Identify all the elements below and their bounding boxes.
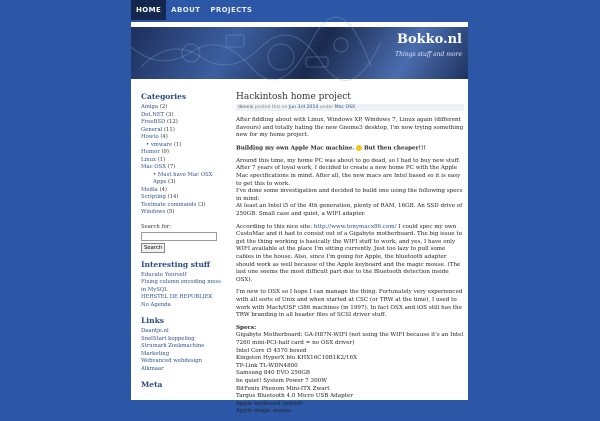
category-item	[141, 127, 223, 135]
category-item	[141, 209, 223, 217]
category-count: (4)	[160, 134, 168, 140]
search-label: Search for:	[141, 223, 171, 230]
category-link-textmate[interactable]: Textmate commands	[141, 201, 197, 208]
smiley-icon	[356, 145, 362, 151]
category-count: (14)	[167, 194, 179, 200]
category-link-howto[interactable]: Howto	[141, 134, 159, 140]
category-item	[141, 119, 223, 127]
spec-item: BitFenix Phenom Mini-ITX Zwart	[236, 385, 330, 392]
post-content	[236, 92, 464, 421]
category-link-general[interactable]: General	[141, 126, 163, 133]
spec-item: Apple magic mouse	[236, 408, 292, 415]
spec-item: Samsung 840 EVO 250GB	[236, 370, 311, 377]
post-paragraph	[236, 158, 464, 219]
spec-item: Kingston HyperX blu KHX16C10B1K2/16X	[236, 355, 358, 362]
post-bold-text: But then cheaper!!!	[363, 145, 426, 152]
category-count: (5)	[166, 209, 175, 215]
interesting-list	[141, 272, 223, 310]
category-count: (11)	[163, 126, 175, 133]
category-item	[141, 134, 223, 142]
category-item	[141, 187, 223, 195]
post-text: I've done some investigation and decided to build one using the following specs in mind:	[236, 188, 463, 202]
search-button[interactable]: Search	[141, 243, 165, 253]
post-text: I could spec my own CustoMac and it had to consist out of a Gigabyte motherboard. The big issue to get the thing working is basically the WIFI stuff to work, and yes, I have only WIFI available at the place I'm sitting currently. Just too lazy to pull some cables in the house. Also, since I'm going for Apple, the bluetooth adapter should work as well because of the Apple keyboard and the magic mouse. (The last one seems the most difficult part due to the Bluetooth detection inside OSX).	[236, 223, 462, 283]
specs-heading: Specs:	[236, 324, 257, 331]
post-text: According to this nice site:	[236, 223, 313, 230]
categories-heading: Categories	[141, 92, 187, 101]
interesting-link[interactable]: Fixing column encoding mess in MySQL	[141, 279, 221, 293]
links-item	[141, 328, 223, 336]
links-item	[141, 336, 223, 344]
spec-item: be quiet! System Power 7 300W	[236, 377, 327, 384]
category-link-freebsd[interactable]: FreeBSD	[141, 119, 166, 125]
meta-section	[141, 380, 223, 389]
spec-item: TP-Link TL-WDN4800	[236, 362, 298, 369]
site-title[interactable]: Bokko.nl	[396, 32, 462, 47]
category-item	[141, 194, 223, 202]
interesting-item	[141, 272, 223, 280]
category-item	[141, 157, 223, 165]
category-item: • Must have Mac OSX Apps (3)	[153, 171, 213, 185]
post-bold-text: Building my own Apple Mac machine.	[236, 145, 355, 152]
links-section	[141, 316, 223, 373]
category-item: • vmware (1)	[146, 141, 182, 148]
interesting-item	[141, 279, 223, 294]
category-count: (3)	[198, 201, 206, 208]
category-item	[141, 104, 223, 112]
interesting-link[interactable]: HERSTEL DE REPUBLIEK	[141, 294, 213, 300]
category-link-linux[interactable]: Linux	[141, 156, 157, 163]
page-container	[131, 22, 468, 415]
site-header-banner	[131, 27, 468, 79]
category-item	[141, 149, 223, 157]
links-list	[141, 328, 223, 373]
post-meta-under: under	[319, 105, 334, 110]
blogroll-link[interactable]: Webvanced webdesign Alkmaar	[141, 358, 203, 372]
category-link-amiga[interactable]: Amiga	[141, 104, 159, 110]
interesting-item	[141, 294, 223, 302]
categories-section	[141, 92, 223, 217]
category-link-windows[interactable]: Windows	[141, 209, 166, 215]
post-paragraph: After fiddling about with Linux, Windows XP, Windows 7, Linux again (different flavours) and totally hating the new Gnome3 desktop, I'm now trying something new for my home project.	[236, 117, 464, 139]
category-count: (2)	[159, 104, 168, 110]
search-input[interactable]	[141, 232, 217, 241]
category-count: (3)	[168, 179, 176, 185]
links-item	[141, 358, 223, 373]
top-nav-bar	[0, 0, 600, 20]
post-paragraph-bold	[236, 145, 464, 153]
nav-home[interactable]: HOME	[131, 0, 166, 20]
post-title[interactable]: Hackintosh home project	[236, 92, 351, 102]
category-count: (9)	[161, 149, 169, 155]
main-nav	[131, 0, 257, 20]
category-count: (1)	[173, 141, 182, 148]
sidebar	[141, 92, 223, 396]
category-item	[141, 164, 223, 172]
meta-heading: Meta	[141, 380, 163, 389]
interesting-item	[141, 302, 223, 310]
category-count: (12)	[166, 119, 178, 125]
category-count: (3)	[165, 111, 174, 118]
category-link-vmware[interactable]: vmware	[150, 141, 173, 148]
category-link-mac-osx[interactable]: Mac OSX	[141, 164, 166, 170]
post-paragraph: I'm new to OSX so I hope I can manage the thing. Fortunately very experienced with all sorts of Unix and when started at CSC (or TRW at the time), I used to work with Mach/OSF i386 machines (in 1997). In fact OSX and iOS still has the TRW branding in all header files of SCSI driver stuff.	[236, 289, 463, 319]
post-author: dennis	[238, 105, 254, 110]
nav-about[interactable]: ABOUT	[171, 6, 201, 14]
interesting-link[interactable]: No Agenda	[141, 301, 171, 308]
post-meta-posted: posted this on	[254, 105, 288, 110]
interesting-heading: Interesting stuff	[141, 259, 211, 269]
tonymacx86-link[interactable]: http://www.tonymacx86.com/	[313, 223, 397, 230]
post-category-link[interactable]: Mac OSX	[334, 105, 356, 110]
category-link-media[interactable]: Media	[141, 186, 158, 193]
post-paragraph	[236, 224, 464, 285]
category-link-humor[interactable]: Humor	[141, 149, 160, 155]
nav-projects[interactable]: PROJECTS	[210, 6, 253, 14]
spec-item: Apple keyboard (wired)	[236, 400, 303, 407]
category-count: (1)	[157, 156, 166, 163]
blogroll-link[interactable]: Strumark Zoekmachine Marketing	[141, 343, 205, 357]
blogroll-link[interactable]: Daantje.nl	[141, 328, 169, 334]
spec-item: Gigabyte Motherboard: GA-H87N-WIFI (not using the WIFI because it's an Intel 7260 mini-PCI-half card = no OSX driver)	[236, 332, 464, 346]
interesting-section	[141, 260, 223, 310]
post-meta	[236, 104, 464, 111]
category-link-dotnet[interactable]: Dot.NET	[141, 111, 165, 118]
post-text: Around this time, my home PC was about to go dead, so I had to buy new stuff. After 7 years of loyal work, I decided to create a new home PC with the Apple Mac specifications in mind. After all, the new macs are Intel based so it is easy to get this to work.	[236, 157, 461, 187]
specs-block	[236, 325, 464, 416]
category-item	[141, 112, 223, 120]
category-link-must-have-apps[interactable]: Must have Mac OSX Apps	[153, 171, 213, 185]
search-section	[141, 224, 223, 253]
blogroll-link[interactable]: SnelStart koppeling	[141, 335, 195, 342]
post-date[interactable]: Jun 3rd 2014	[288, 105, 319, 110]
category-link-scripting[interactable]: Scripting	[141, 194, 166, 200]
links-item	[141, 343, 223, 358]
category-count: (4)	[159, 186, 168, 193]
interesting-link[interactable]: Educate Yourself	[141, 271, 187, 278]
category-item	[141, 202, 223, 210]
links-heading: Links	[141, 316, 164, 325]
post-text: At least an Intel i5 of the 4th generation, plenty of RAM, 16GB. An SSD drive of 250GB. Small case and quiet, a WIFI adapter.	[236, 203, 463, 218]
spec-item: Targus Bluetooth 4.0 Micro USB Adapter	[236, 393, 353, 400]
site-tagline: Things stuff and more	[395, 51, 462, 58]
categories-list	[141, 104, 223, 217]
spec-item: Intel Core i5 4570 boxed	[236, 347, 307, 354]
category-count: (7)	[167, 164, 176, 170]
